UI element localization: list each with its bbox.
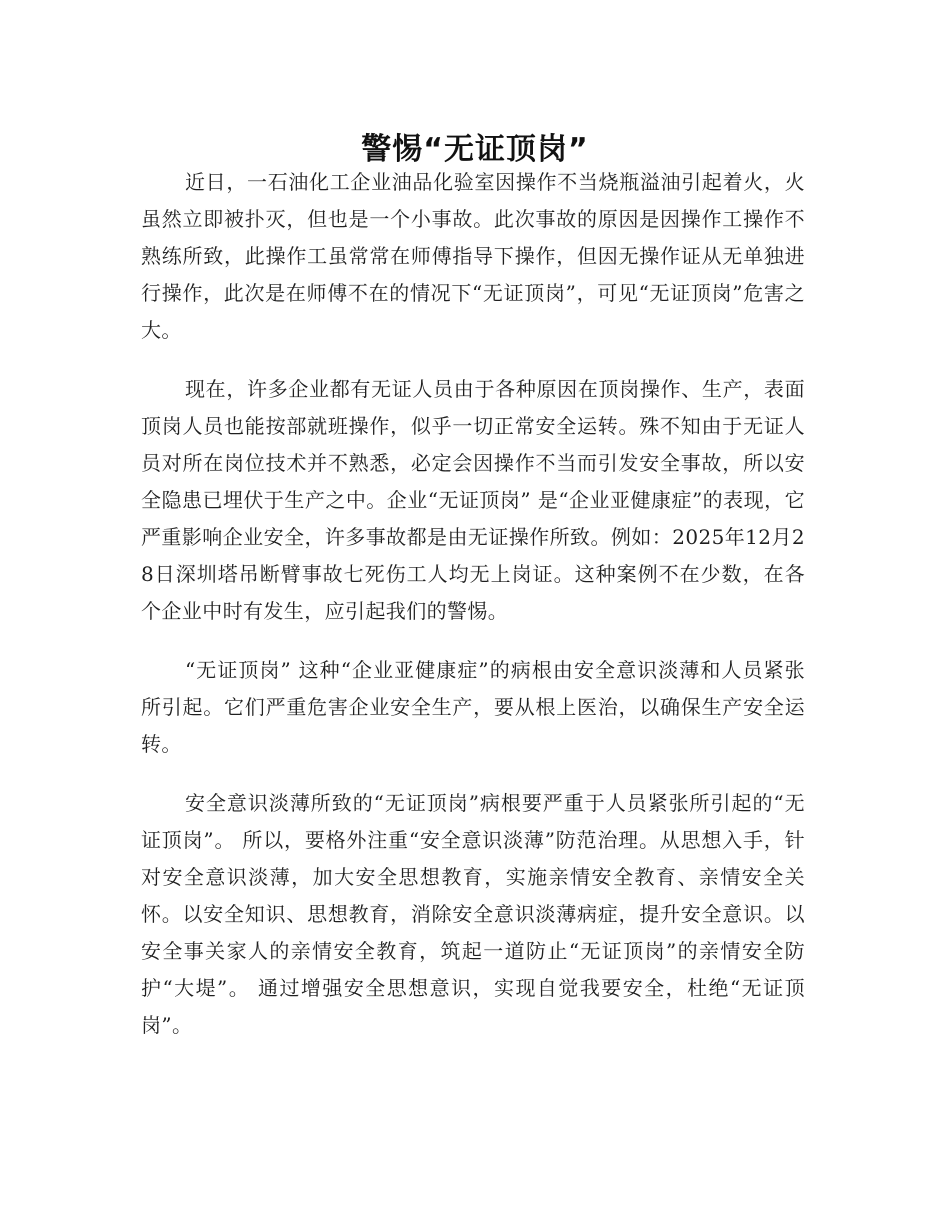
- paragraph-3: “无证顶岗” 这种“企业亚健康症”的病根由安全意识淡薄和人员紧张所引起。它们严重危害企业安全生产，要从根上医治，以确保生产安全运转。: [141, 658, 805, 756]
- paragraph-2: 现在，许多企业都有无证人员由于各种原因在顶岗操作、生产，表面顶岗人员也能按部就班操作，似乎一切正常安全运转。殊不知由于无证人员对所在岗位技术并不熟悉，必定会因操作不当而引发安全事故，所以安全隐患已埋伏于生产之中。企业“无证顶岗” 是“企业亚健康症”的表现，它严重影响企业安全，许多事故都是由无证操作所致。例如：2025年12月28日深圳塔吊断臂事故七死伤工人均无上岗证。这种案例不在少数，在各个企业中时有发生，应引起我们的警惕。: [141, 377, 805, 623]
- paragraph-1: 近日，一石油化工企业油品化验室因操作不当烧瓶溢油引起着火，火虽然立即被扑灭，但也是一个小事故。此次事故的原因是因操作工操作不熟练所致，此操作工虽常常在师傅指导下操作，但因无操作证从无单独进行操作，此次是在师傅不在的情况下“无证顶岗”，可见“无证顶岗”危害之大。: [141, 170, 805, 342]
- paragraph-4: 安全意识淡薄所致的“无证顶岗”病根要严重于人员紧张所引起的“无证顶岗”。 所以，要格外注重“安全意识淡薄”防范治理。从思想入手，针对安全意识淡薄，加大安全思想教育，实施亲情安全教育、亲情安全关怀。以安全知识、思想教育，消除安全意识淡薄病症，提升安全意识。以安全事关家人的亲情安全教育，筑起一道防止“无证顶岗”的亲情安全防护“大堤”。 通过增强安全思想意识，实现自觉我要安全，杜绝“无证顶岗”。: [141, 791, 805, 1037]
- document-title: 警惕“无证顶岗”: [361, 132, 589, 168]
- document-body: [141, 164, 805, 1066]
